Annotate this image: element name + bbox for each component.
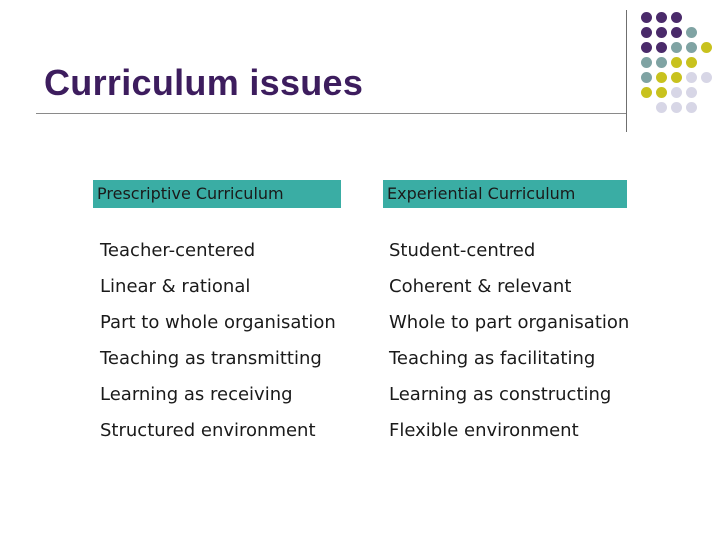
table-cell-left: Teaching as transmitting [100,348,322,369]
decor-dot [656,87,667,98]
table-cell-right: Learning as constructing [389,384,612,405]
decor-dot [671,12,682,23]
decor-dot [671,57,682,68]
decor-dot [701,72,712,83]
decor-dot [656,72,667,83]
table-cell-left: Structured environment [100,420,316,441]
decor-dot [656,102,667,113]
decor-dot [686,27,697,38]
table-cell-left: Teacher-centered [100,240,256,261]
decor-dot [641,72,652,83]
decor-dot [671,87,682,98]
table-cell-right: Whole to part organisation [389,312,630,333]
decor-dot [701,42,712,53]
decor-dot [641,42,652,53]
decor-dot [671,27,682,38]
table-cell-left: Linear & rational [100,276,251,297]
vertical-divider [626,10,627,132]
decor-dot [686,42,697,53]
decor-dot [641,87,652,98]
decor-dot [671,72,682,83]
decor-dot [656,12,667,23]
decor-dot [686,87,697,98]
decor-dot [656,42,667,53]
column-header-experiential: Experiential Curriculum [383,180,627,208]
slide-title: Curriculum issues [44,62,364,103]
decor-dot [641,57,652,68]
table-cell-right: Student-centred [389,240,536,261]
table-cell-right: Coherent & relevant [389,276,572,297]
title-underline [36,113,626,114]
decor-dot [686,102,697,113]
decor-dot [671,102,682,113]
decor-dot [686,72,697,83]
column-header-prescriptive: Prescriptive Curriculum [93,180,341,208]
table-cell-right: Flexible environment [389,420,579,441]
decor-dot [656,57,667,68]
decor-dot [686,57,697,68]
table-cell-right: Teaching as facilitating [389,348,596,369]
table-cell-left: Part to whole organisation [100,312,336,333]
table-cell-left: Learning as receiving [100,384,293,405]
decor-dot [641,27,652,38]
decor-dot [641,12,652,23]
decor-dot [671,42,682,53]
decor-dot [656,27,667,38]
